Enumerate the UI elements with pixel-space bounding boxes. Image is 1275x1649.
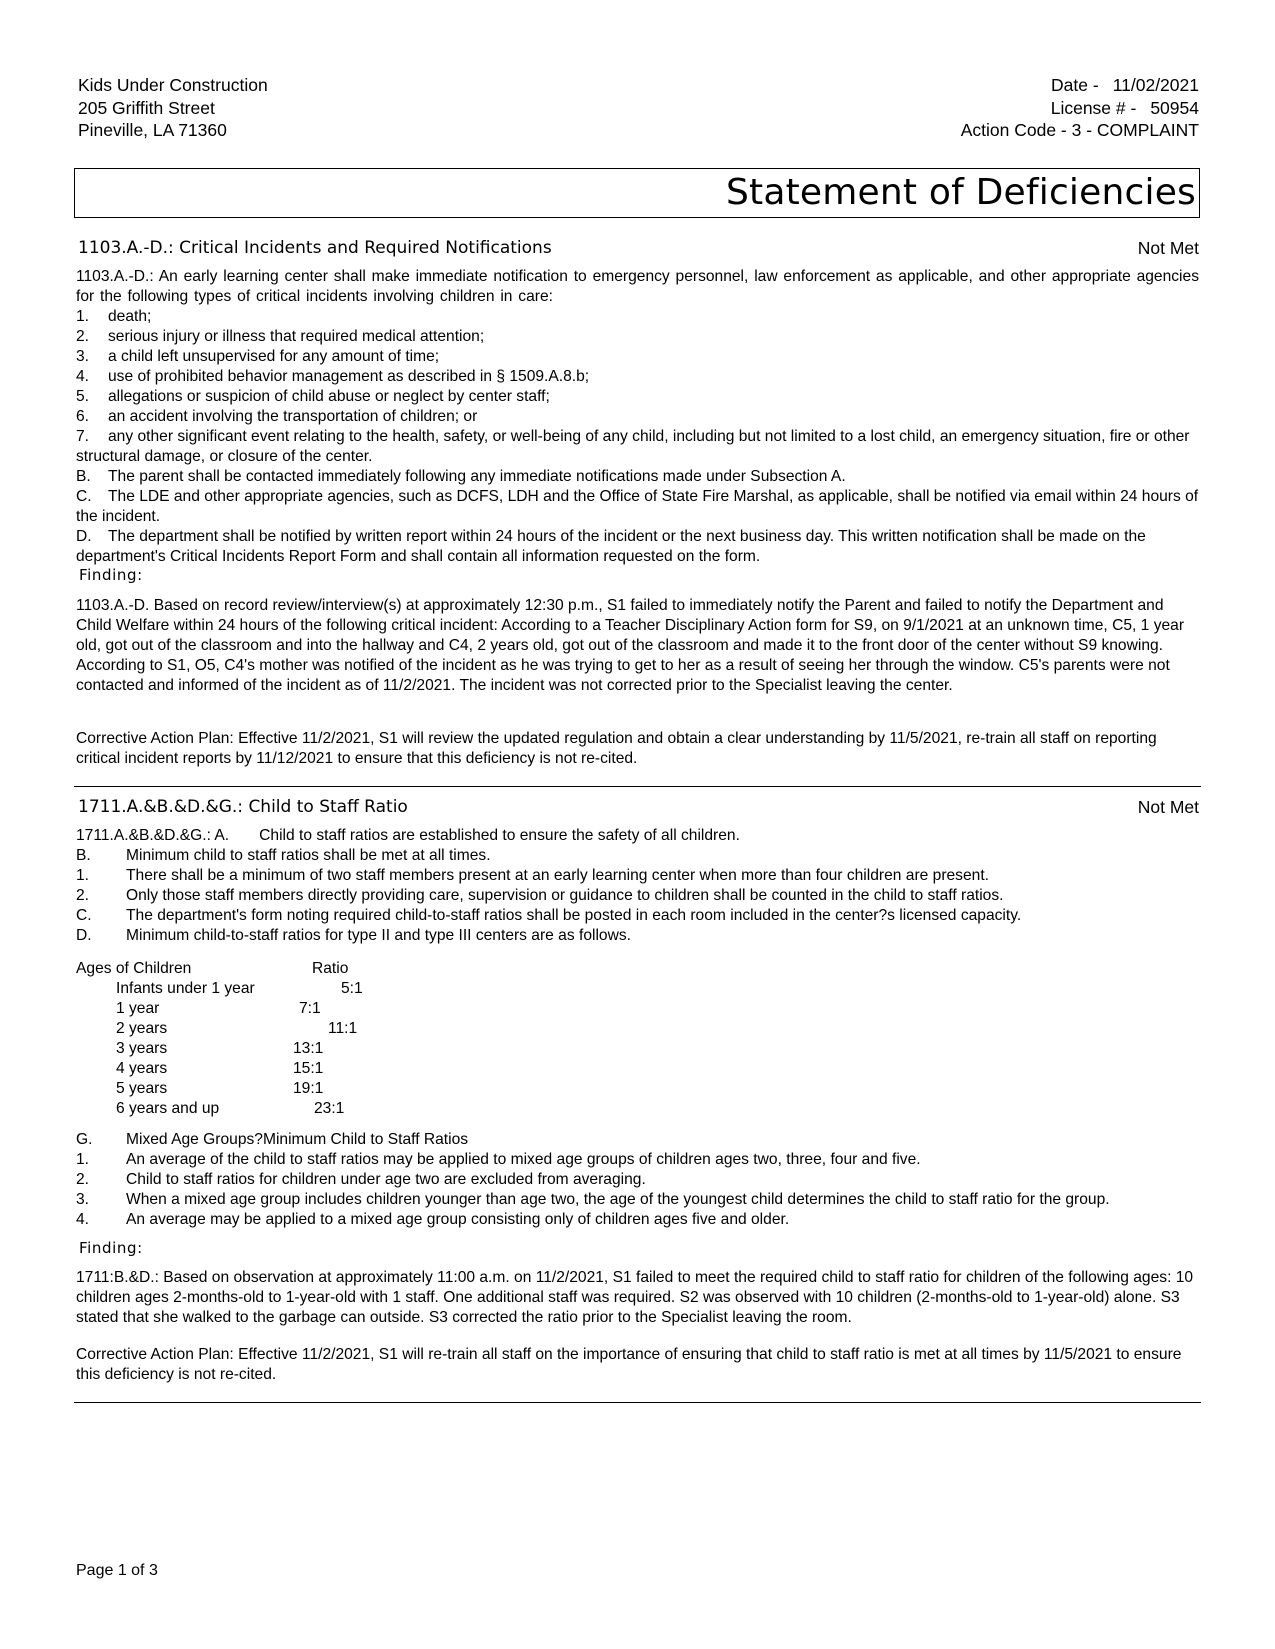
- regulation-item: B. Minimum child to staff ratios shall be met at all times.: [76, 847, 491, 864]
- cap-paragraph: Corrective Action Plan: Effective 11/2/2021, S1 will re-train all staff on the importance of ensuring that child to staff ratio is met at all times by 11/5/2021 to ensure this deficiency is not re-cited.: [76, 1346, 1182, 1383]
- facility-name: Kids Under Construction: [78, 75, 268, 95]
- regulation-item: B. The parent shall be contacted immediately following any immediate notifications made under Subsection A.: [76, 468, 846, 485]
- facility-address: [78, 74, 268, 142]
- finding-label: Finding:: [79, 1239, 143, 1257]
- regulation-item: 7. any other significant event relating to the health, safety, or well-being of any child, including but not limited to a lost child, an emergency situation, fire or other structural damage, or closure of the center.: [76, 428, 1190, 465]
- ages-header: Ages of Children: [76, 960, 192, 977]
- regulation-item: D. Minimum child-to-staff ratios for type II and type III centers are as follows.: [76, 927, 631, 944]
- date-label: Date -: [1051, 75, 1099, 95]
- license-value: 50954: [1150, 97, 1199, 118]
- status-badge: Not Met: [1137, 797, 1199, 817]
- regulation-item: 5. allegations or suspicion of child abuse or neglect by center staff;: [76, 388, 550, 405]
- cap-paragraph: Corrective Action Plan: Effective 11/2/2021, S1 will review the updated regulation and obtain a clear understanding by 11/5/2021, re-train all staff on reporting critical incident reports by 11/12/2021 to ensure that this deficiency is not re-cited.: [76, 730, 1157, 767]
- finding-paragraph: 1711:B.&D.: Based on observation at approximately 11:00 a.m. on 11/2/2021, S1 failed to meet the required child to staff ratio for children of the following ages: 10 children ages 2-months-old to 1-year-old with 1 staff. One additional staff was required. S2 was observed with 10 children (2-months-old to 1-year-old) alone. S3 stated that she walked to the garbage can outside. S3 corrected the ratio prior to the Specialist leaving the room.: [76, 1269, 1194, 1326]
- regulation-item: C. The LDE and other appropriate agencies, such as DCFS, LDH and the Office of State Fire Marshal, as applicable, shall be notified via email within 24 hours of the incident.: [76, 488, 1199, 525]
- regulation-item: 3. When a mixed age group includes children younger than age two, the age of the youngest child determines the child to staff ratio for the group.: [76, 1191, 1110, 1208]
- section-title: 1103.A.-D.: Critical Incidents and Required Notifications: [78, 238, 552, 258]
- regulation-item: 2. serious injury or illness that required medical attention;: [76, 328, 485, 345]
- corrective-action-plan: [76, 729, 1201, 769]
- section-heading-critical-incidents: [78, 238, 1199, 258]
- regulation-item: C. The department's form noting required child-to-staff ratios shall be posted in each room included in the center?s licensed capacity.: [76, 907, 1022, 924]
- regulation-intro: 1103.A.-D.: An early learning center shall make immediate notification to emergency personnel, law enforcement as applicable, and other appropriate agencies for the following types of critical incidents involving children in care:: [76, 268, 1199, 305]
- date-value: 11/02/2021: [1112, 75, 1199, 95]
- finding-text: [76, 1268, 1201, 1328]
- regulation-text: [76, 826, 1201, 946]
- license-label: License # -: [1050, 97, 1137, 118]
- regulation-item: 4. use of prohibited behavior management as described in § 1509.A.8.b;: [76, 368, 590, 385]
- ratio-header: Ratio: [312, 960, 349, 977]
- date-line: [961, 74, 1199, 97]
- regulation-item: 1711.A.&B.&D.&G.: A. Child to staff ratios are established to ensure the safety of all children.: [76, 827, 740, 844]
- regulation-item: 2. Child to staff ratios for children under age two are excluded from averaging.: [76, 1171, 646, 1188]
- regulation-item: 1. There shall be a minimum of two staff members present at an early learning center when more than four children are present.: [76, 867, 989, 884]
- license-line: [961, 97, 1199, 120]
- regulation-item: 6. an accident involving the transportation of children; or: [76, 408, 478, 425]
- section-heading-child-staff-ratio: [78, 797, 1199, 817]
- page-number: Page 1 of 3: [76, 1562, 158, 1579]
- regulation-item: 3. a child left unsupervised for any amount of time;: [76, 348, 440, 365]
- street-address: 205 Griffith Street: [78, 97, 215, 118]
- city-state-zip: Pineville, LA 71360: [78, 120, 227, 140]
- section-divider: [74, 1402, 1201, 1403]
- status-badge: Not Met: [1137, 238, 1199, 258]
- corrective-action-plan: [76, 1345, 1201, 1385]
- report-meta: [961, 74, 1199, 142]
- finding-text: [76, 596, 1201, 696]
- mixed-age-rules: [76, 1130, 1201, 1230]
- section-title: 1711.A.&B.&D.&G.: Child to Staff Ratio: [78, 797, 408, 817]
- regulation-item: 1. An average of the child to staff ratios may be applied to mixed age groups of children ages two, three, four and five.: [76, 1151, 921, 1168]
- regulation-item: D. The department shall be notified by written report within 24 hours of the incident or the next business day. This written notification shall be made on the department's Critical Incidents Report Form and shall contain all information requested on the form.: [76, 528, 1146, 565]
- title-box: [74, 168, 1200, 218]
- regulation-text: [76, 267, 1201, 567]
- regulation-item: 1. death;: [76, 308, 152, 325]
- section-divider: [74, 786, 1201, 787]
- page-title: Statement of Deficiencies: [725, 172, 1196, 213]
- action-code: Action Code - 3 - COMPLAINT: [960, 120, 1199, 140]
- finding-paragraph: 1103.A.-D. Based on record review/interview(s) at approximately 12:30 p.m., S1 failed to immediately notify the Parent and failed to notify the Department and Child Welfare within 24 hours of the following critical incident: According to a Teacher Disciplinary Action form for S9, on 9/1/2021 at an unknown time, C5, 1 year old, got out of the classroom and into the hallway and C4, 2 years old, got out of the classroom and made it to the front door of the center without S9 knowing. According to S1, O5, C4's mother was notified of the incident as he was trying to get to her as a result of seeing her through the window. C5's parents were not contacted and informed of the incident as of 11/2/2021. The incident was not corrected prior to the Specialist leaving the center.: [76, 597, 1185, 694]
- document-page: Kids Under Construction 205 Griffith Street Pineville, LA 71360 Date - 11/02/2021 License # - 50954 Action Code - 3 - COMPLAINT Statement of Deficiencies 1103.A.-D.: Critical Incidents and Required Notifications Not Met 1103.A.-D.: An early learning center shall make immediate notification to emergency personnel, law enforcement as applicable, and other appropriate agencies for the following types of critical incidents involving children in care: 1. death; 2. serious injury or illness that required medical attention; 3. a child left unsupervised for any amount of time; 4. use of prohibited behavior management as described in § 1509.A.8.b; 5. allegations or suspicion of child abuse or neglect by center staff; 6. an accident involving the transportation of children; or 7. any other significant event relating to the health, safety, or well-being of any child, including but not limited to a lost child, an emergency situation, fire or other structural damage, or closure of the center. B. The parent shall be contacted immediately following any immediate notifications made under Subsection A. C. The LDE and other appropriate agencies, such as DCFS, LDH and the Office of State Fire Marshal, as applicable, shall be notified via email within 24 hours of the incident. D. The department shall be notified by written report within 24 hours of the incident or the next business day. This written notification shall be made on the department's Critical Incidents Report Form and shall contain all information requested on the form. Finding: 1103.A.-D. Based on record review/interview(s) at approximately 12:30 p.m., S1 failed to immediately notify the Parent and failed to notify the Department and Child Welfare within 24 hours of the following critical incident: According to a Teacher Disciplinary Action form for S9, on 9/1/2021 at an unknown time, C5, 1 year old, got out of the classroom and into the hallway and C4, 2 years old, got out of the classroom and made it to the front door of the center without S9 knowing. According to S1, O5, C4's mother was notified of the incident as he was trying to get to her as a result of seeing her through the window. C5's parents were not contacted and informed of the incident as of 11/2/2021. The incident was not corrected prior to the Specialist leaving the center. Corrective Action Plan: Effective 11/2/2021, S1 will review the updated regulation and obtain a clear understanding by 11/5/2021, re-train all staff on reporting critical incident reports by 11/12/2021 to ensure that this deficiency is not re-cited. 1711.A.&B.&D.&G.: Child to Staff Ratio Not Met 1711.A.&B.&D.&G.: A. Child to staff ratios are established to ensure the safety of all children. B. Minimum child to staff ratios shall be met at all times. 1. There shall be a minimum of two staff members present at an early learning center when more than four children are present. 2. Only those staff members directly providing care, supervision or guidance to children shall be counted in the child to staff ratios. C. The department's form noting required child-to-staff ratios shall be posted in each room included in the center?s licensed capacity. D. Minimum child-to-staff ratios for type II and type III centers are as follows. Ages of Children Ratio Infants under 1 year 5:1 1 year 7:1 2 years 11:1 3 years 13:1 4 years 15:1 5 years 19:1 6 years and up 23:1 G. Mixed Age Groups?Minimum Child to Staff Ratios 1. An average of the child to staff ratios may be applied to mixed age groups of children ages two, three, four and five. 2. Child to staff ratios for children under age two are excluded from averaging. 3. When a mixed age group includes children younger than age two, the age of the youngest child determines the child to staff ratio for the group. 4. An average may be applied to a mixed age group consisting only of children ages five and older. Finding: 1711:B.&D.: Based on observation at approximately 11:00 a.m. on 11/2/2021, S1 failed to meet the required child to staff ratio for children of the following ages: 10 children ages 2-months-old to 1-year-old with 1 staff. One additional staff was required. S2 was observed with 10 children (2-months-old to 1-year-old) alone. S3 stated that she walked to the garbage can outside. S3 corrected the ratio prior to the Specialist leaving the room. Corrective Action Plan: Effective 11/2/2021, S1 will re-train all staff on the importance of ensuring that child to staff ratio is met at all times by 11/5/2021 to ensure this deficiency is not re-cited. Page 1 of 3: [76, 75, 1199, 1579]
- regulation-item: 2. Only those staff members directly providing care, supervision or guidance to children shall be counted in the child to staff ratios.: [76, 887, 1004, 904]
- regulation-item: G. Mixed Age Groups?Minimum Child to Staff Ratios: [76, 1131, 469, 1148]
- finding-label: Finding:: [79, 566, 143, 584]
- regulation-item: 4. An average may be applied to a mixed age group consisting only of children ages five and older.: [76, 1211, 790, 1228]
